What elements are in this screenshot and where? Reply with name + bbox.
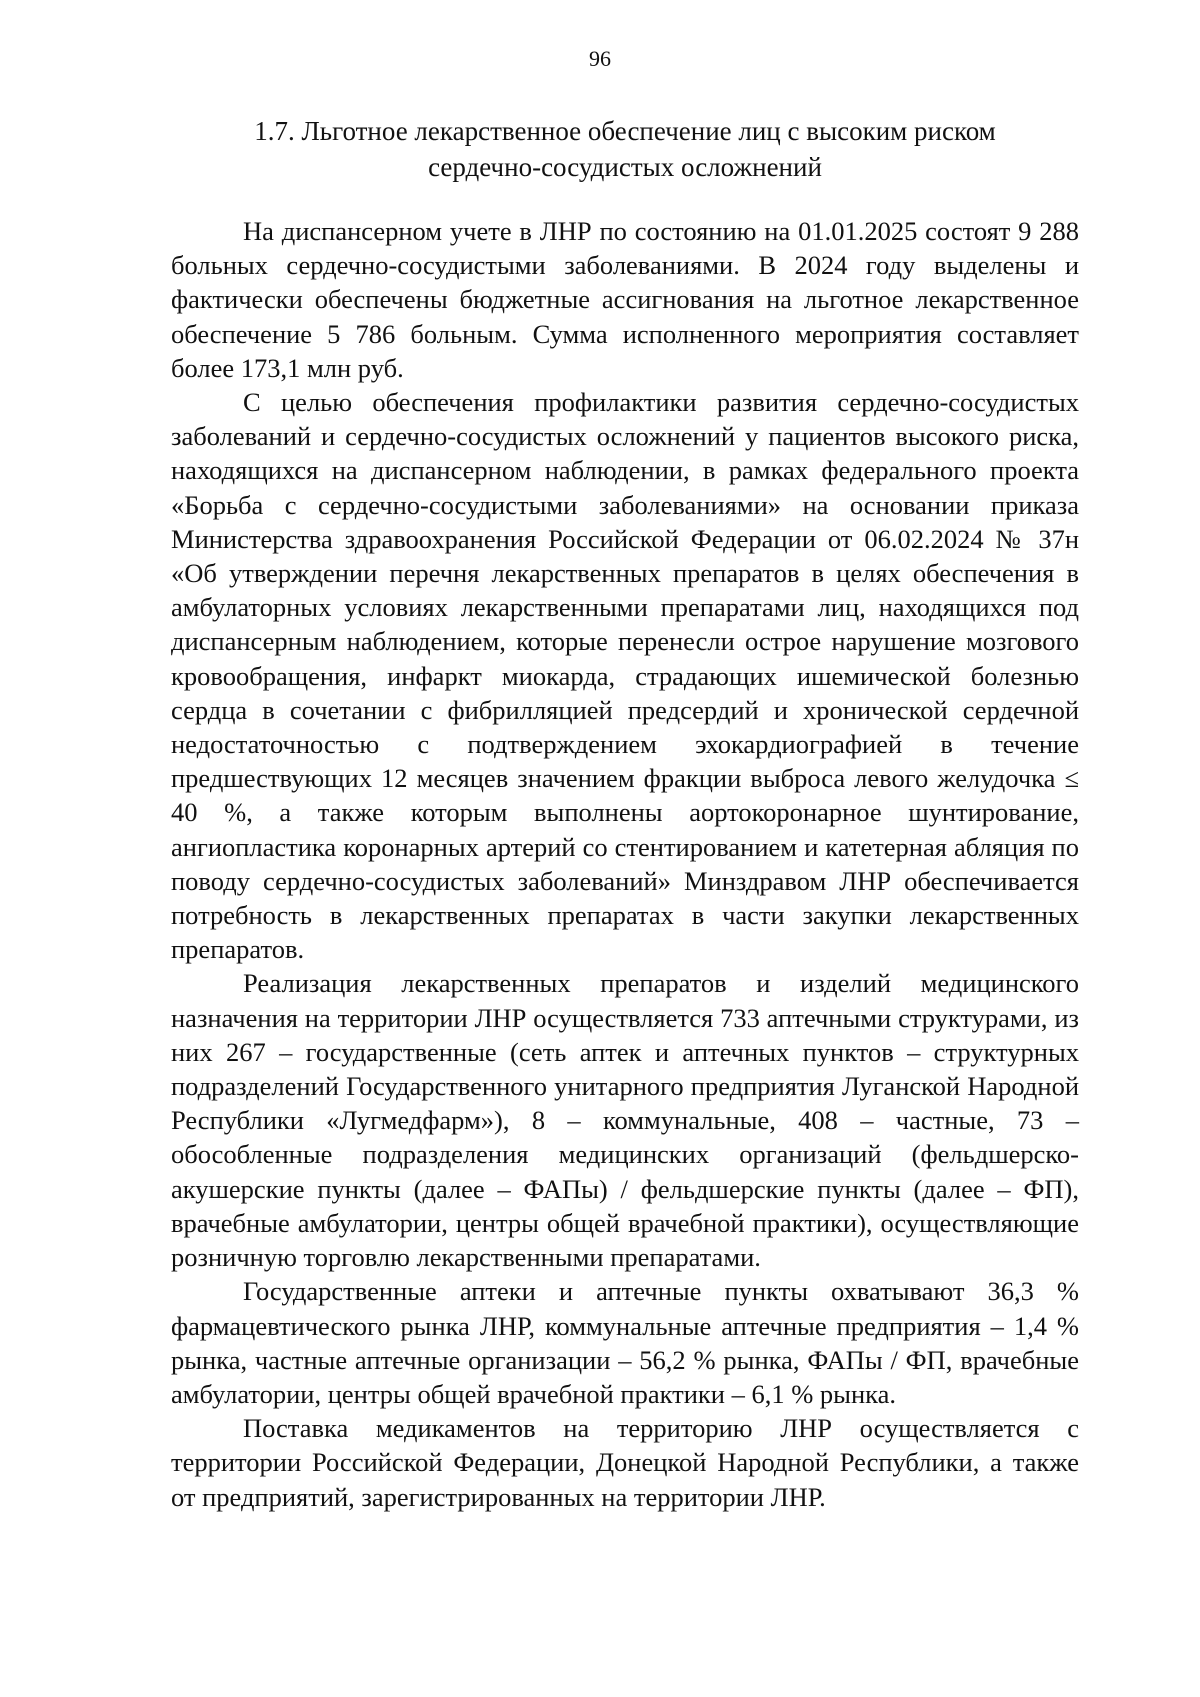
- paragraph-market-shares: Государственные аптеки и аптечные пункты охватывают 36,3 % фармацевтического рынка ЛНР, коммунальные аптечные предприятия – 1,4 % рынка, частные аптечные организации – 56,2 % рынка, ФАПы / ФП, врачебные амбулатории, центры общей врачебной практики – 6,1 % рынка.: [171, 1276, 1079, 1409]
- section-heading-line-1: 1.7. Льготное лекарственное обеспечение лиц с высоким риском: [254, 116, 996, 146]
- page-number: 96: [589, 46, 611, 71]
- paragraph-registered-patients: На диспансерном учете в ЛНР по состоянию на 01.01.2025 состоят 9 288 больных сердечно-сосудистыми заболеваниями. В 2024 году выделены и фактически обеспечены бюджетные ассигнования на льготное лекарственное обеспечение 5 786 больным. Сумма исполненного мероприятия составляет более 173,1 млн руб.: [171, 216, 1079, 383]
- paragraph-pharmacy-structures: Реализация лекарственных препаратов и изделий медицинского назначения на территории ЛНР осуществляется 733 аптечными структурами, из них 267 – государственные (сеть аптек и аптечных пунктов – структурных подразделений Государственного унитарного предприятия Луганской Народной Республики «Лугмедфарм»), 8 – коммунальные, 408 – частные, 73 – обособленные подразделения медицинских организаций (фельдшерско-акушерские пункты (далее – ФАПы) / фельдшерские пункты (далее – ФП), врачебные амбулатории, центры общей врачебной практики), осуществляющие розничную торговлю лекарственными препаратами.: [171, 968, 1079, 1273]
- paragraph-federal-project: С целью обеспечения профилактики развития сердечно-сосудистых заболеваний и сердечно-сосудистых осложнений у пациентов высокого риска, находящихся на диспансерном наблюдении, в рамках федерального проекта «Борьба с сердечно-сосудистыми заболеваниями» на основании приказа Министерства здравоохранения Российской Федерации от 06.02.2024 № 37н «Об утверждении перечня лекарственных препаратов в целях обеспечения в амбулаторных условиях лекарственными препаратами лиц, находящихся под диспансерным наблюдением, которые перенесли острое нарушение мозгового кровообращения, инфаркт миокарда, страдающих ишемической болезнью сердца в сочетании с фибрилляцией предсердий и хронической сердечной недостаточностью с подтверждением эхокардиографией в течение предшествующих 12 месяцев значением фракции выброса левого желудочка ≤ 40 %, а также которым выполнены аортокоронарное шунтирование, ангиопластика коронарных артерий со стентированием и катетерная абляция по поводу сердечно-сосудистых заболеваний» Минздравом ЛНР обеспечивается потребность в лекарственных препаратах в части закупки лекарственных препаратов.: [171, 387, 1079, 965]
- document-body: [171, 214, 1079, 1514]
- paragraph-supply-sources: Поставка медикаментов на территорию ЛНР осуществляется с территории Российской Федерации, Донецкой Народной Республики, а также от предприятий, зарегистрированных на территории ЛНР.: [171, 1413, 1079, 1512]
- section-heading: [170, 113, 1080, 185]
- section-heading-line-2: сердечно-сосудистых осложнений: [428, 152, 822, 182]
